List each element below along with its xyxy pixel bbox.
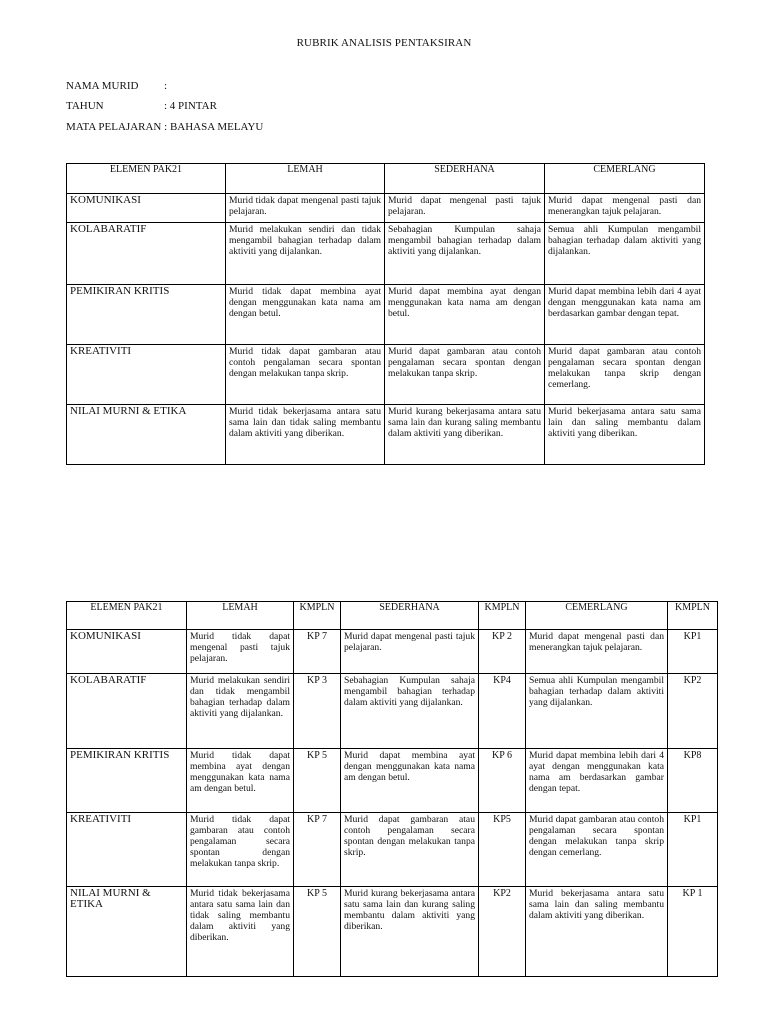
kmpln-cell: KP 7 (294, 630, 341, 674)
element-cell: KOLABARATIF (67, 223, 226, 285)
field-label: MATA PELAJARAN (66, 121, 162, 133)
element-cell: PEMIKIRAN KRITIS (67, 285, 226, 345)
sederhana-cell: Murid kurang bekerjasama antara satu sama lain dan kurang saling membantu dalam aktiviti yang diberikan. (385, 405, 545, 465)
lemah-cell: Murid tidak dapat gambaran atau contoh pengalaman secara spontan dengan melakukan tanpa skrip. (226, 345, 385, 405)
header-cell: SEDERHANA (385, 164, 545, 194)
element-cell: NILAI MURNI & ETIKA (67, 405, 226, 465)
sederhana-cell: Murid dapat mengenal pasti tajuk pelajaran. (385, 194, 545, 223)
table-row (67, 674, 718, 749)
lemah-cell: Murid tidak bekerjasama antara satu sama lain dan tidak saling membantu dalam aktiviti yang diberikan. (226, 405, 385, 465)
field-label: TAHUN (66, 100, 104, 112)
table-row (67, 194, 705, 223)
rubric-table-with-kmpln (66, 601, 718, 977)
header-cell: LEMAH (226, 164, 385, 194)
cemerlang-cell: Semua ahli Kumpulan mengambil bahagian terhadap dalam aktiviti yang dijalankan. (526, 674, 668, 749)
element-cell: NILAI MURNI & ETIKA (67, 887, 187, 977)
table-row (67, 345, 705, 405)
lemah-cell: Murid melakukan sendiri dan tidak mengambil bahagian terhadap dalam aktiviti yang dijalankan. (226, 223, 385, 285)
sederhana-cell: Sebahagian Kumpulan sahaja mengambil bahagian terhadap dalam aktiviti yang dijalankan. (341, 674, 479, 749)
cemerlang-cell: Semua ahli Kumpulan mengambil bahagian terhadap dalam aktiviti yang dijalankan. (545, 223, 705, 285)
field-label: NAMA MURID (66, 80, 139, 92)
table-row (67, 749, 718, 813)
table-row (67, 630, 718, 674)
header-cell: ELEMEN PAK21 (67, 602, 187, 630)
kmpln-cell: KP2 (479, 887, 526, 977)
header-cell: KMPLN (479, 602, 526, 630)
sederhana-cell: Murid dapat gambaran atau contoh pengalaman secara spontan dengan melakukan tanpa skrip. (385, 345, 545, 405)
table-header-row (67, 164, 705, 194)
document-title: RUBRIK ANALISIS PENTAKSIRAN (296, 37, 472, 49)
table-row (67, 405, 705, 465)
table-header-row (67, 602, 718, 630)
kmpln-cell: KP2 (668, 674, 718, 749)
sederhana-cell: Sebahagian Kumpulan sahaja mengambil bahagian terhadap dalam aktiviti yang dijalankan. (385, 223, 545, 285)
kmpln-cell: KP 6 (479, 749, 526, 813)
lemah-cell: Murid tidak dapat mengenal pasti tajuk pelajaran. (226, 194, 385, 223)
lemah-cell: Murid tidak dapat gambaran atau contoh pengalaman secara spontan dengan melakukan tanpa skrip. (187, 813, 294, 887)
sederhana-cell: Murid dapat membina ayat dengan menggunakan kata nama am dengan betul. (385, 285, 545, 345)
sederhana-cell: Murid dapat membina ayat dengan menggunakan kata nama am dengan betul. (341, 749, 479, 813)
table-row (67, 223, 705, 285)
field-tahun (66, 100, 217, 112)
cemerlang-cell: Murid dapat membina lebih dari 4 ayat dengan menggunakan kata nama am berdasarkan gambar dengan tepat. (526, 749, 668, 813)
cemerlang-cell: Murid dapat mengenal pasti dan menerangkan tajuk pelajaran. (526, 630, 668, 674)
sederhana-cell: Murid dapat mengenal pasti tajuk pelajaran. (341, 630, 479, 674)
element-cell: KREATIVITI (67, 345, 226, 405)
cemerlang-cell: Murid dapat membina lebih dari 4 ayat dengan menggunakan kata nama am berdasarkan gambar dengan tepat. (545, 285, 705, 345)
kmpln-cell: KP 2 (479, 630, 526, 674)
field-value: : BAHASA MELAYU (164, 121, 264, 133)
lemah-cell: Murid tidak bekerjasama antara satu sama lain dan tidak saling membantu dalam aktiviti yang diberikan. (187, 887, 294, 977)
cemerlang-cell: Murid bekerjasama antara satu sama lain dan saling membantu dalam aktiviti yang diberikan. (526, 887, 668, 977)
header-cell: ELEMEN PAK21 (67, 164, 226, 194)
field-value: : 4 PINTAR (164, 100, 217, 112)
table-row (67, 887, 718, 977)
lemah-cell: Murid tidak dapat mengenal pasti tajuk pelajaran. (187, 630, 294, 674)
cemerlang-cell: Murid bekerjasama antara satu sama lain dan saling membantu dalam aktiviti yang diberikan. (545, 405, 705, 465)
table-row (67, 813, 718, 887)
kmpln-cell: KP 5 (294, 749, 341, 813)
lemah-cell: Murid melakukan sendiri dan tidak mengambil bahagian terhadap dalam aktiviti yang dijalankan. (187, 674, 294, 749)
lemah-cell: Murid tidak dapat membina ayat dengan menggunakan kata nama am dengan betul. (226, 285, 385, 345)
lemah-cell: Murid tidak dapat membina ayat dengan menggunakan kata nama am dengan betul. (187, 749, 294, 813)
kmpln-cell: KP 3 (294, 674, 341, 749)
kmpln-cell: KP1 (668, 630, 718, 674)
rubric-table (66, 163, 705, 465)
cemerlang-cell: Murid dapat mengenal pasti dan menerangkan tajuk pelajaran. (545, 194, 705, 223)
sederhana-cell: Murid kurang bekerjasama antara satu sama lain dan kurang saling membantu dalam aktiviti yang diberikan. (341, 887, 479, 977)
header-cell: CEMERLANG (545, 164, 705, 194)
element-cell: KOMUNIKASI (67, 630, 187, 674)
header-cell: SEDERHANA (341, 602, 479, 630)
kmpln-cell: KP 5 (294, 887, 341, 977)
element-cell: PEMIKIRAN KRITIS (67, 749, 187, 813)
header-cell: KMPLN (668, 602, 718, 630)
kmpln-cell: KP8 (668, 749, 718, 813)
header-cell: LEMAH (187, 602, 294, 630)
field-mata-pelajaran (66, 121, 263, 133)
kmpln-cell: KP 7 (294, 813, 341, 887)
element-cell: KOMUNIKASI (67, 194, 226, 223)
cemerlang-cell: Murid dapat gambaran atau contoh pengalaman secara spontan dengan melakukan tanpa skrip dengan cemerlang. (545, 345, 705, 405)
cemerlang-cell: Murid dapat gambaran atau contoh pengalaman secara spontan dengan melakukan tanpa skrip dengan cemerlang. (526, 813, 668, 887)
kmpln-cell: KP1 (668, 813, 718, 887)
header-cell: KMPLN (294, 602, 341, 630)
kmpln-cell: KP5 (479, 813, 526, 887)
table-row (67, 285, 705, 345)
element-cell: KREATIVITI (67, 813, 187, 887)
field-nama-murid (66, 80, 167, 92)
header-cell: CEMERLANG (526, 602, 668, 630)
field-value: : (164, 80, 168, 92)
kmpln-cell: KP 1 (668, 887, 718, 977)
element-cell: KOLABARATIF (67, 674, 187, 749)
kmpln-cell: KP4 (479, 674, 526, 749)
sederhana-cell: Murid dapat gambaran atau contoh pengalaman secara spontan dengan melakukan tanpa skrip. (341, 813, 479, 887)
